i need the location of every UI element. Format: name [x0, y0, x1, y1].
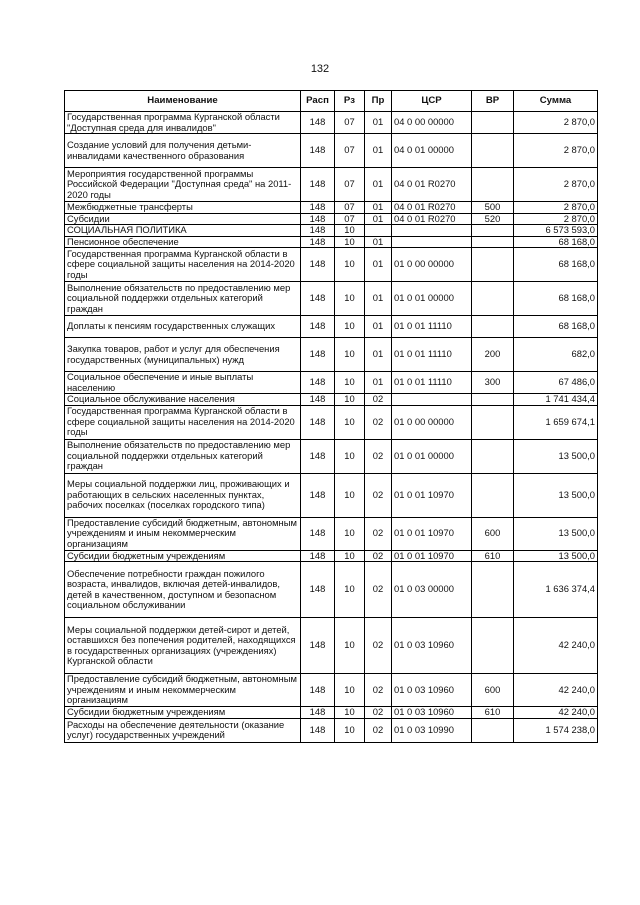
table-row [65, 236, 598, 248]
row-sum: 42 240,0 [514, 707, 598, 719]
row-name: Субсидии бюджетным учреждениям [65, 707, 301, 719]
table-row [65, 550, 598, 562]
row-pr: 01 [365, 236, 392, 248]
row-vr [472, 225, 514, 237]
table-row [65, 213, 598, 225]
row-pr: 02 [365, 405, 392, 439]
table-row [65, 372, 598, 394]
row-pr: 01 [365, 316, 392, 338]
row-name: Меры социальной поддержки лиц, проживающих и работающих в сельских населенных пунктах, рабочих поселках (поселках городского типа) [65, 473, 301, 517]
row-pr: 02 [365, 517, 392, 550]
row-pr: 01 [365, 213, 392, 225]
row-rz: 10 [335, 405, 365, 439]
row-csr: 01 0 03 10990 [392, 718, 472, 742]
row-rasp: 148 [301, 473, 335, 517]
row-rz: 10 [335, 618, 365, 674]
row-rz: 10 [335, 236, 365, 248]
page-number: 132 [310, 63, 330, 75]
row-name: Социальное обслуживание населения [65, 394, 301, 406]
row-pr: 01 [365, 282, 392, 316]
row-pr: 01 [365, 168, 392, 202]
table-row [65, 707, 598, 719]
row-sum: 682,0 [514, 338, 598, 372]
row-rz: 10 [335, 674, 365, 707]
table-row [65, 282, 598, 316]
row-name: Создание условий для получения детьми-инвалидами качественного образования [65, 134, 301, 168]
row-rz: 10 [335, 372, 365, 394]
row-pr: 01 [365, 248, 392, 282]
row-pr: 02 [365, 718, 392, 742]
row-vr [472, 394, 514, 406]
header-sum: Сумма [514, 91, 598, 112]
row-name: Обеспечение потребности граждан пожилого возраста, инвалидов, включая детей-инвалидов, детей в качественном, доступном и безопасном социальном обслуживании [65, 562, 301, 618]
header-vr: ВР [472, 91, 514, 112]
row-rasp: 148 [301, 439, 335, 473]
row-csr: 01 0 01 10970 [392, 473, 472, 517]
row-rasp: 148 [301, 550, 335, 562]
row-rasp: 148 [301, 236, 335, 248]
row-sum: 2 870,0 [514, 168, 598, 202]
row-csr: 01 0 01 10970 [392, 517, 472, 550]
row-sum: 42 240,0 [514, 674, 598, 707]
row-rz: 10 [335, 562, 365, 618]
row-vr [472, 248, 514, 282]
table-row [65, 225, 598, 237]
row-rasp: 148 [301, 338, 335, 372]
table-row [65, 394, 598, 406]
row-csr: 01 0 01 00000 [392, 282, 472, 316]
row-pr: 01 [365, 112, 392, 134]
row-rasp: 148 [301, 405, 335, 439]
table-row [65, 202, 598, 214]
row-rz: 07 [335, 134, 365, 168]
table-row [65, 718, 598, 742]
row-sum: 1 574 238,0 [514, 718, 598, 742]
row-rz: 10 [335, 718, 365, 742]
row-pr: 01 [365, 338, 392, 372]
header-rz: Рз [335, 91, 365, 112]
row-rz: 10 [335, 316, 365, 338]
row-rasp: 148 [301, 562, 335, 618]
row-vr [472, 236, 514, 248]
row-sum: 67 486,0 [514, 372, 598, 394]
row-csr [392, 394, 472, 406]
row-rasp: 148 [301, 202, 335, 214]
row-csr: 01 0 01 11110 [392, 372, 472, 394]
row-rz: 10 [335, 248, 365, 282]
row-sum: 13 500,0 [514, 439, 598, 473]
row-rz: 10 [335, 707, 365, 719]
row-csr [392, 236, 472, 248]
row-csr: 01 0 01 00000 [392, 439, 472, 473]
row-rz: 10 [335, 394, 365, 406]
row-vr: 600 [472, 674, 514, 707]
row-rz: 07 [335, 112, 365, 134]
row-rasp: 148 [301, 316, 335, 338]
table-row [65, 168, 598, 202]
row-rasp: 148 [301, 248, 335, 282]
row-name: Субсидии [65, 213, 301, 225]
row-name: Субсидии бюджетным учреждениям [65, 550, 301, 562]
row-vr [472, 562, 514, 618]
row-pr: 02 [365, 707, 392, 719]
row-vr: 610 [472, 550, 514, 562]
row-vr [472, 134, 514, 168]
row-csr: 04 0 01 00000 [392, 134, 472, 168]
row-name: Пенсионное обеспечение [65, 236, 301, 248]
row-csr: 04 0 01 R0270 [392, 202, 472, 214]
row-sum: 68 168,0 [514, 236, 598, 248]
row-vr: 500 [472, 202, 514, 214]
table-row [65, 562, 598, 618]
header-pr: Пр [365, 91, 392, 112]
row-rz: 07 [335, 202, 365, 214]
row-rasp: 148 [301, 225, 335, 237]
row-rasp: 148 [301, 134, 335, 168]
row-rz: 10 [335, 338, 365, 372]
row-vr [472, 168, 514, 202]
row-sum: 1 636 374,4 [514, 562, 598, 618]
row-name: Государственная программа Курганской области "Доступная среда для инвалидов" [65, 112, 301, 134]
header-rasp: Расп [301, 91, 335, 112]
table-row [65, 473, 598, 517]
row-vr [472, 439, 514, 473]
row-vr: 610 [472, 707, 514, 719]
row-name: Социальное обеспечение и иные выплаты населению [65, 372, 301, 394]
row-pr: 01 [365, 134, 392, 168]
row-rz: 10 [335, 550, 365, 562]
row-sum: 68 168,0 [514, 316, 598, 338]
row-vr [472, 112, 514, 134]
row-name: Предоставление субсидий бюджетным, автономным учреждениям и иным некоммерческим организациям [65, 674, 301, 707]
budget-table [64, 90, 598, 743]
row-rz: 07 [335, 213, 365, 225]
row-csr: 01 0 03 10960 [392, 707, 472, 719]
row-rasp: 148 [301, 517, 335, 550]
row-pr: 02 [365, 618, 392, 674]
row-vr [472, 316, 514, 338]
row-name: Закупка товаров, работ и услуг для обеспечения государственных (муниципальных) нужд [65, 338, 301, 372]
row-csr: 04 0 01 R0270 [392, 213, 472, 225]
row-sum: 6 573 593,0 [514, 225, 598, 237]
table-row [65, 134, 598, 168]
row-name: СОЦИАЛЬНАЯ ПОЛИТИКА [65, 225, 301, 237]
row-rz: 10 [335, 282, 365, 316]
row-sum: 13 500,0 [514, 550, 598, 562]
row-name: Выполнение обязательств по предоставлению мер социальной поддержки отдельных категорий граждан [65, 439, 301, 473]
table-row [65, 618, 598, 674]
row-sum: 13 500,0 [514, 473, 598, 517]
row-vr [472, 282, 514, 316]
row-vr [472, 718, 514, 742]
row-vr: 520 [472, 213, 514, 225]
row-csr: 01 0 01 10970 [392, 550, 472, 562]
row-sum: 68 168,0 [514, 282, 598, 316]
table-row [65, 338, 598, 372]
row-pr [365, 225, 392, 237]
row-name: Межбюджетные трансферты [65, 202, 301, 214]
row-name: Мероприятия государственной программы Российской Федерации "Доступная среда" на 2011-2020 годы [65, 168, 301, 202]
row-rasp: 148 [301, 618, 335, 674]
row-name: Расходы на обеспечение деятельности (оказание услуг) государственных учреждений [65, 718, 301, 742]
row-name: Меры социальной поддержки детей-сирот и детей, оставшихся без попечения родителей, находящихся в государственных организациях (учреждениях) Курганской области [65, 618, 301, 674]
table-row [65, 112, 598, 134]
row-name: Выполнение обязательств по предоставлению мер социальной поддержки отдельных категорий граждан [65, 282, 301, 316]
row-sum: 13 500,0 [514, 517, 598, 550]
row-name: Государственная программа Курганской области в сфере социальной защиты населения на 2014-2020 годы [65, 405, 301, 439]
row-sum: 2 870,0 [514, 213, 598, 225]
row-csr [392, 225, 472, 237]
header-csr: ЦСР [392, 91, 472, 112]
row-rasp: 148 [301, 718, 335, 742]
row-rasp: 148 [301, 168, 335, 202]
table-row [65, 674, 598, 707]
row-pr: 02 [365, 473, 392, 517]
row-rasp: 148 [301, 372, 335, 394]
row-rz: 10 [335, 439, 365, 473]
row-csr: 01 0 03 00000 [392, 562, 472, 618]
row-name: Предоставление субсидий бюджетным, автономным учреждениям и иным некоммерческим организациям [65, 517, 301, 550]
row-sum: 42 240,0 [514, 618, 598, 674]
row-vr: 300 [472, 372, 514, 394]
table-row [65, 316, 598, 338]
row-pr: 02 [365, 439, 392, 473]
row-pr: 02 [365, 562, 392, 618]
row-sum: 1 659 674,1 [514, 405, 598, 439]
row-rz: 07 [335, 168, 365, 202]
row-csr: 01 0 03 10960 [392, 674, 472, 707]
row-vr: 600 [472, 517, 514, 550]
table-row [65, 439, 598, 473]
row-csr: 01 0 01 11110 [392, 338, 472, 372]
row-sum: 2 870,0 [514, 202, 598, 214]
row-csr: 04 0 01 R0270 [392, 168, 472, 202]
table-header-row [65, 91, 598, 112]
row-pr: 02 [365, 674, 392, 707]
row-sum: 68 168,0 [514, 248, 598, 282]
row-pr: 01 [365, 372, 392, 394]
row-rz: 10 [335, 473, 365, 517]
row-rz: 10 [335, 225, 365, 237]
row-pr: 02 [365, 550, 392, 562]
row-rasp: 148 [301, 282, 335, 316]
row-name: Доплаты к пенсиям государственных служащих [65, 316, 301, 338]
row-name: Государственная программа Курганской области в сфере социальной защиты населения на 2014-2020 годы [65, 248, 301, 282]
row-rasp: 148 [301, 213, 335, 225]
row-rasp: 148 [301, 707, 335, 719]
table-row [65, 517, 598, 550]
row-csr: 01 0 00 00000 [392, 248, 472, 282]
row-vr: 200 [472, 338, 514, 372]
row-pr: 02 [365, 394, 392, 406]
header-name: Наименование [65, 91, 301, 112]
row-vr [472, 618, 514, 674]
row-vr [472, 473, 514, 517]
row-sum: 2 870,0 [514, 134, 598, 168]
row-csr: 04 0 00 00000 [392, 112, 472, 134]
row-vr [472, 405, 514, 439]
row-csr: 01 0 01 11110 [392, 316, 472, 338]
row-csr: 01 0 00 00000 [392, 405, 472, 439]
row-sum: 1 741 434,4 [514, 394, 598, 406]
row-pr: 01 [365, 202, 392, 214]
row-rasp: 148 [301, 112, 335, 134]
table-row [65, 248, 598, 282]
row-rasp: 148 [301, 394, 335, 406]
row-rasp: 148 [301, 674, 335, 707]
row-csr: 01 0 03 10960 [392, 618, 472, 674]
row-sum: 2 870,0 [514, 112, 598, 134]
row-rz: 10 [335, 517, 365, 550]
table-row [65, 405, 598, 439]
table-body [65, 112, 598, 743]
